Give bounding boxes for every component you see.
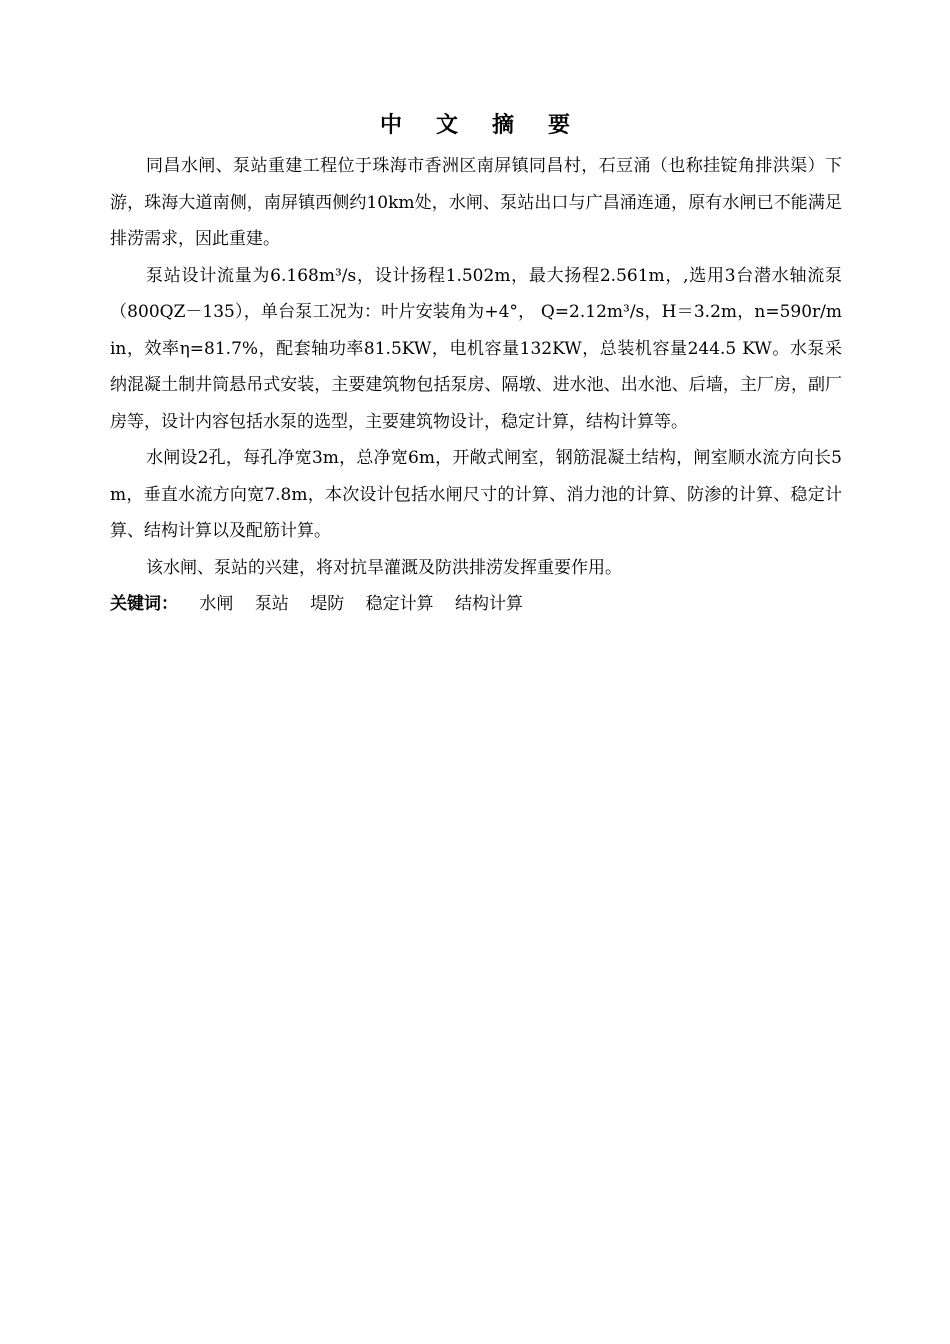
keyword-item: 堤防	[310, 594, 345, 614]
abstract-paragraph-pump-station: 泵站设计流量为6.168m³/s，设计扬程1.502m，最大扬程2.561m，,选用3台潜水轴流泵（800QZ－135），单台泵工况为：叶片安装角为+4°， Q=2.12m³/s，H＝3.2m，n=590r/min，效率η=81.7%，配套轴功率81.5KW，电机容量132KW，总装机容量244.5 KW。水泵采纳混凝土制井筒悬吊式安装，主要建筑物包括泵房、隔墩、进水池、出水池、后墙，主厂房，副厂房等，设计内容包括水泵的选型，主要建筑物设计，稳定计算，结构计算等。	[110, 265, 842, 432]
keywords-line	[110, 586, 842, 623]
abstract-paragraph-sluice: 水闸设2孔，每孔净宽3m，总净宽6m，开敞式闸室，钢筋混凝土结构，闸室顺水流方向长5m，垂直水流方向宽7.8m，本次设计包括水闸尺寸的计算、消力池的计算、防渗的计算、稳定计算、结构计算以及配筋计算。	[110, 448, 842, 541]
abstract-body	[110, 148, 842, 623]
keyword-item: 结构计算	[455, 594, 524, 614]
keyword-item: 泵站	[254, 594, 289, 614]
abstract-title: 中文摘要	[379, 112, 604, 138]
keywords-label: 关键词：	[110, 594, 178, 614]
keyword-item: 稳定计算	[365, 594, 434, 614]
keyword-item: 水闸	[199, 594, 234, 614]
abstract-paragraph-location: 同昌水闸、泵站重建工程位于珠海市香洲区南屏镇同昌村，石豆涌（也称挂锭角排洪渠）下游，珠海大道南侧，南屏镇西侧约10km处，水闸、泵站出口与广昌涌连通，原有水闸已不能满足排涝需求，因此重建。	[110, 156, 842, 249]
abstract-paragraph-significance: 该水闸、泵站的兴建，将对抗旱灌溉及防洪排涝发挥重要作用。	[146, 557, 622, 578]
